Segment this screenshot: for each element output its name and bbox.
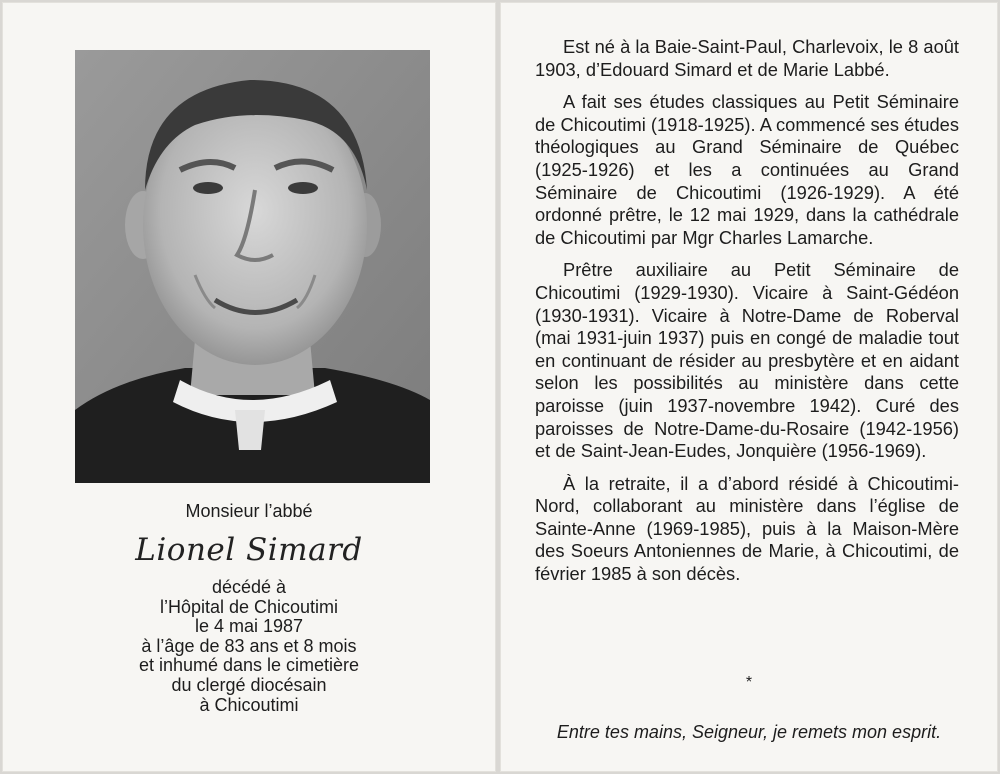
death-line: à l’âge de 83 ans et 8 mois (141, 635, 357, 656)
portrait-photo (75, 50, 430, 483)
death-line: décédé à (211, 577, 287, 597)
closing-prayer: Entre tes mains, Seigneur, je remets mon esprit. (556, 722, 942, 742)
death-line: à Chicoutimi (199, 694, 299, 715)
biography (535, 36, 959, 586)
deceased-name: Lionel Simard (135, 532, 363, 568)
left-page (2, 2, 496, 772)
bio-paragraph: Est né à la Baie-Saint-Paul, Charlevoix, le 8 août 1903, d’Edouard Simard et de Marie Labbé. (535, 36, 959, 80)
bio-paragraph: A fait ses études classiques au Petit Séminaire de Chicoutimi (1918-1925). A commencé ses études théologiques au Grand Séminaire de Québec (1925-1926) et les a continuées au Grand Séminaire de Chicoutimi (1926-1929). A été ordonné prêtre, le 12 mai 1929, dans la cathédrale de Chicoutimi par Mgr Charles Lamarche. (535, 91, 959, 248)
death-line: du clergé diocésain (171, 674, 327, 695)
death-line: l’Hôpital de Chicoutimi (159, 596, 339, 617)
right-page (500, 2, 998, 772)
bio-paragraph: À la retraite, il a d’abord résidé à Chicoutimi-Nord, collaborant au ministère dans l’église de Sainte-Anne (1969-1985), puis à la Maison-Mère des Soeurs Antoniennes de Marie, à Chicoutimi, de février 1985 à son décès. (535, 472, 959, 585)
separator-asterisk: * (745, 674, 753, 691)
death-line: et inhumé dans le cimetière (138, 655, 360, 676)
death-details (2, 578, 496, 715)
honorific-title: Monsieur l’abbé (185, 501, 313, 521)
death-line: le 4 mai 1987 (194, 616, 304, 637)
bio-paragraph: Prêtre auxiliaire au Petit Séminaire de Chicoutimi (1929-1930). Vicaire à Saint-Gédéon (1930-1931). Vicaire à Notre-Dame de Roberval (mai 1931-juin 1937) puis en congé de maladie tout en continuant de résider au presbytère et en aidant selon les possibilités au ministère dans cette paroisse (juin 1937-novembre 1942). Curé des paroisses de Notre-Dame-du-Rosaire (1942-1956) et de Saint-Jean-Eudes, Jonquière (1956-1969). (535, 259, 959, 462)
